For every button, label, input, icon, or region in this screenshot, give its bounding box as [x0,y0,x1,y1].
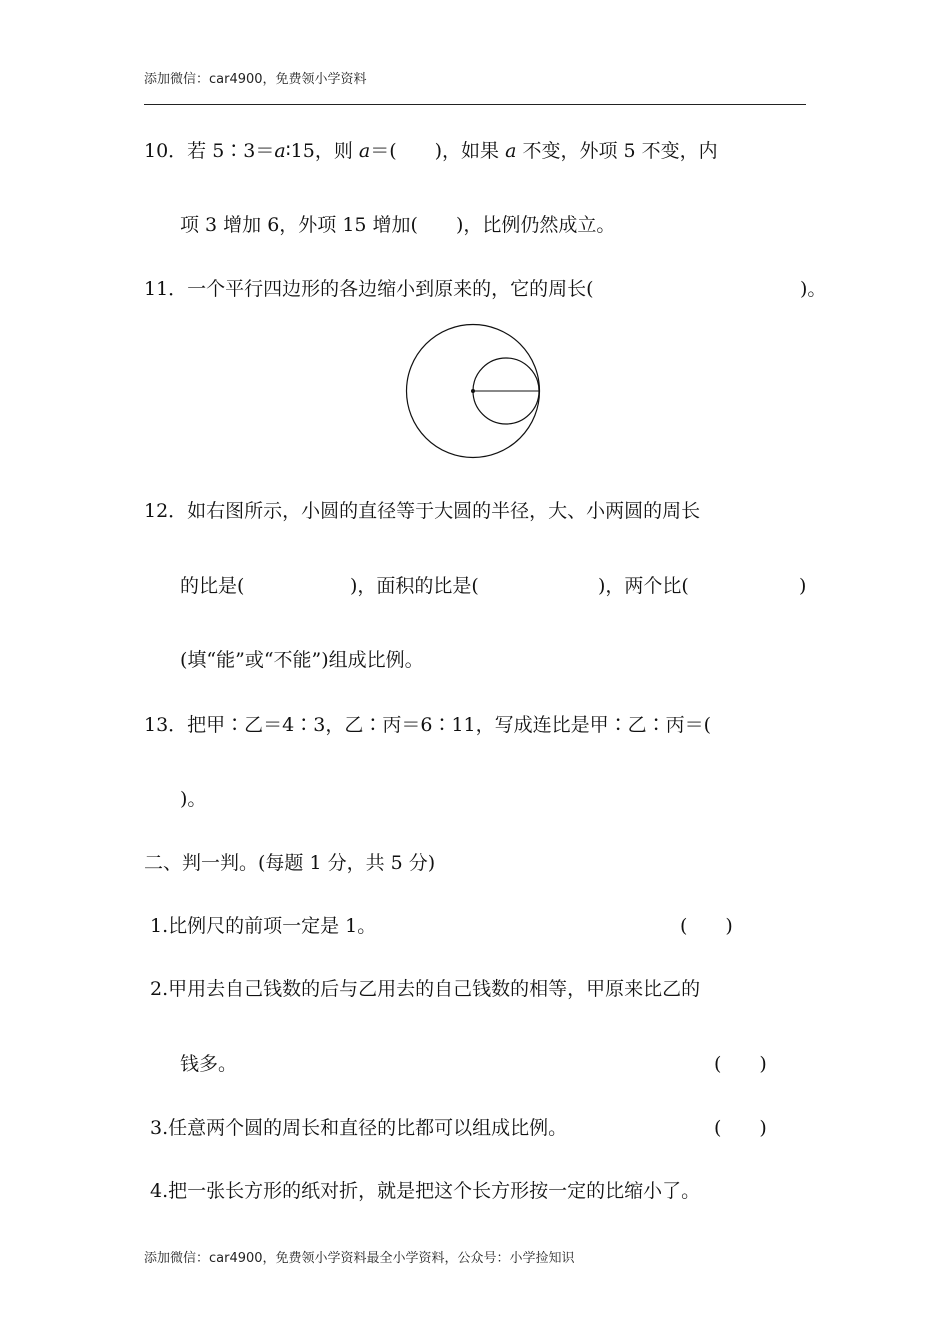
question-10-line-1 [144,139,718,163]
section-2-title: 二、判一判。(每题 1 分，共 5 分) [144,852,436,874]
large-circle [407,325,540,458]
center-dot [471,389,475,393]
judge-item-4: 4.把一张长方形的纸对折，就是把这个长方形按一定的比缩小了。 [150,1180,701,1202]
q12-blank-2-label: )，面积的比是( [350,575,479,597]
q12-blank-3-close: ) [799,575,807,597]
question-13-line-2: )。 [180,788,207,810]
judge-item-1-answer[interactable]: ( ) [680,915,733,937]
judge-item-3-answer[interactable]: ( ) [714,1117,767,1139]
small-circle [473,358,539,424]
q10-text-a: 10．若 5∶3＝ [144,140,275,162]
q10-var-a: a [358,140,371,162]
footer-text: 添加微信：car4900，免费领小学资料最全小学资料，公众号：小学捡知识 [144,1251,575,1266]
judge-item-3: 3.任意两个圆的周长和直径的比都可以组成比例。 [150,1117,568,1139]
judge-item-2-answer[interactable]: ( ) [714,1053,767,1075]
judge-item-1: 1.比例尺的前项一定是 1。 [150,915,377,937]
header-text: 添加微信：car4900，免费领小学资料 [144,72,367,87]
q10-var-a: a [505,140,517,162]
question-12-line-3: (填“能”或“不能”)组成比例。 [180,649,424,671]
question-12-line-1: 12．如右图所示，小圆的直径等于大圆的半径，大、小两圆的周长 [144,500,701,522]
judge-item-2-cont: 钱多。 [180,1053,238,1075]
q12-blank-1-label: 的比是( [180,575,245,597]
question-10-line-2: 项 3 增加 6，外项 15 增加( )，比例仍然成立。 [180,214,616,236]
header-divider [144,104,806,105]
question-13-line-1: 13．把甲∶乙＝4∶3，乙∶丙＝6∶11，写成连比是甲∶乙∶丙＝( [144,714,712,736]
q10-var-a: a [274,140,286,162]
q12-blank-3-label: )，两个比( [598,575,689,597]
q10-text-b: ∶15，则 [285,140,359,162]
question-11-close-paren: )。 [800,278,827,300]
question-11: 11．一个平行四边形的各边缩小到原来的，它的周长( [144,278,594,300]
q10-text-d: 不变，外项 5 不变，内 [516,140,718,162]
judge-item-2: 2.甲用去自己钱数的后与乙用去的自己钱数的相等，甲原来比乙的 [150,978,701,1000]
q10-text-c: ＝( )，如果 [370,140,506,162]
